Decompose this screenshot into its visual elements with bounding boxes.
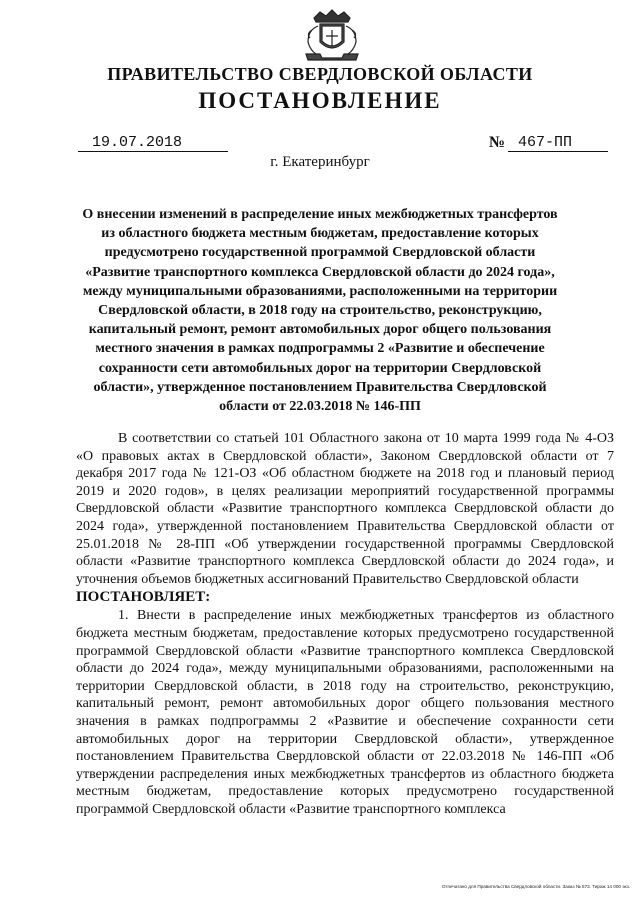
document-number: 467-ПП xyxy=(508,135,608,152)
document-body xyxy=(76,430,614,818)
print-note: Отпечатано для Правительства Свердловской области. Заказ № 573. Тираж 14 000 экз. xyxy=(441,884,630,889)
city: г. Екатеринбург xyxy=(270,154,370,170)
document-date: 19.07.2018 xyxy=(78,135,228,152)
preamble-paragraph: В соответствии со статьей 101 Областного закона от 10 марта 1999 года № 4-ОЗ «О правовых актах в Свердловской области», Законом Свердловской области от 7 декабря 2017 года № 121-ОЗ «Об областном бюджете на 2018 год и плановый период 2019 и 2020 годов», в целях реализации мероприятий государственной программы Свердловской области «Развитие транспортного комплекса Свердловской области до 2024 года», утвержденной постановлением Правительства Свердловской области от 25.01.2018 № 28-ПП «Об утверждении государственной программы Свердловской области «Развитие транспортного комплекса Свердловской области до 2024 года», и уточнения объемов бюджетных ассигнований Правительство Свердловской области xyxy=(76,431,614,587)
resolves-heading: ПОСТАНОВЛЯЕТ: xyxy=(76,589,211,606)
document-type: ПОСТАНОВЛЕНИЕ xyxy=(198,88,442,113)
number-sign: № xyxy=(489,134,506,151)
coat-of-arms-icon xyxy=(300,8,364,64)
item-1-paragraph: 1. Внести в распределение иных межбюджетных трансфертов из областного бюджета местным бюджетам, предоставление которых предусмотрено государственной программой Свердловской области «Развитие транспортного комплекса Свердловской области до 2024 года», между муниципальными образованиями, расположенными на территории Свердловской области, в 2018 году на строительство, реконструкцию, капитальный ремонт, ремонт автомобильных дорог общего пользования местного значения в рамках подпрограммы 2 «Развитие и обеспечение сохранности сети автомобильных дорог на территории Свердловской области», утвержденное постановлением Правительства Свердловской области от 22.03.2018 № 146-ПП «Об утверждении распределения иных межбюджетных трансфертов из областного бюджета местным бюджетам, предоставление которых предусмотрено государственной программой Свердловской области «Развитие транспортного комплекса xyxy=(76,608,614,817)
organization-name: ПРАВИТЕЛЬСТВО СВЕРДЛОВСКОЙ ОБЛАСТИ xyxy=(107,64,533,84)
document-title: О внесении изменений в распределение иных межбюджетных трансфертов из областного бюджета местным бюджетам, предоставление которых предусмотрено государственной программой Свердловской области «Развитие транспортного комплекса Свердловской области до 2024 года», между муниципальными образованиями, расположенными на территории Свердловской области, в 2018 году на строительство, реконструкцию, капитальный ремонт, ремонт автомобильных дорог общего пользования местного значения в рамках подпрограммы 2 «Развитие и обеспечение сохранности сети автомобильных дорог на территории Свердловской области», утвержденное постановлением Правительства Свердловской области от 22.03.2018 № 146-ПП xyxy=(82,207,558,415)
